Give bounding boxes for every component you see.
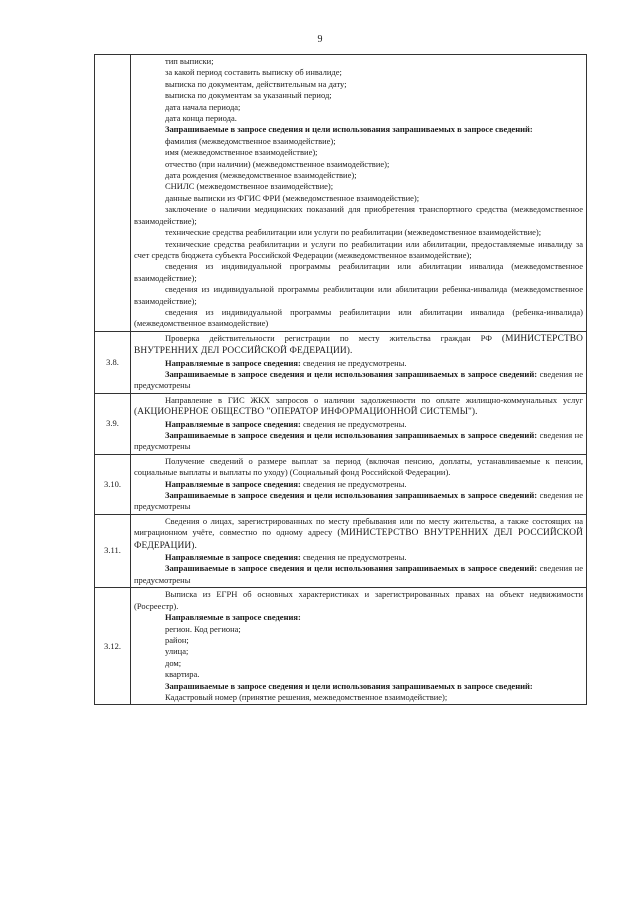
row-number-cell bbox=[95, 55, 131, 332]
table-row bbox=[95, 331, 587, 393]
requested-value: сведения не предусмотрены bbox=[134, 563, 584, 585]
service-title bbox=[134, 456, 583, 479]
requested-label: Запрашиваемые в запросе сведения и цели использования запрашиваемых в запросе сведений: bbox=[165, 490, 538, 501]
row-content-cell bbox=[131, 454, 587, 514]
requested-item: заключение о наличии медицинских показаний для приобретения транспортного средства (межведомственное взаимодействие); bbox=[134, 204, 583, 226]
sent-value: сведения не предусмотрены. bbox=[302, 357, 407, 368]
sent-item: регион. Код региона; bbox=[165, 623, 241, 634]
requested-item: дата рождения (межведомственное взаимодействие); bbox=[165, 170, 357, 181]
service-title-text: Получение сведений о размере выплат за период (включая пенсию, доплаты, устанавливаемые к пенсии, социальные выплаты и выплаты по уходу) (Социальный фонд Российской Федерации). bbox=[134, 455, 583, 478]
requested-value: сведения не предусмотрены bbox=[134, 368, 584, 391]
sent-item: район; bbox=[165, 634, 189, 645]
requested-item: СНИЛС (межведомственное взаимодействие); bbox=[165, 181, 334, 192]
requested-item: фамилия (межведомственное взаимодействие); bbox=[165, 135, 336, 146]
table-row bbox=[95, 393, 587, 454]
requested-item: технические средства реабилитации и услуги по реабилитации или абилитации, предоставляемые инвалиду за счет средств бюджета субъекта Российской Федерации (межведомственное взаимодействие); bbox=[134, 238, 583, 260]
service-title: Выписка из ЕГРН об основных характеристиках и зарегистрированных правах на объект недвижимости (Росреестр). bbox=[134, 589, 583, 611]
sent-item: улица; bbox=[165, 646, 189, 657]
requested-info bbox=[134, 490, 583, 513]
service-title bbox=[134, 395, 583, 419]
sent-item: квартира. bbox=[165, 669, 200, 680]
row-content-cell bbox=[131, 588, 587, 705]
row-content-cell bbox=[131, 331, 587, 393]
requested-label: Запрашиваемые в запросе сведения и цели использования запрашиваемых в запросе сведений: bbox=[165, 124, 533, 135]
service-title bbox=[134, 516, 583, 552]
sent-label: Направляемые в запросе сведения: bbox=[165, 552, 301, 563]
requested-info bbox=[134, 369, 583, 392]
row-number: 3.11. bbox=[95, 514, 131, 587]
sent-info bbox=[134, 358, 583, 369]
requested-label: Запрашиваемые в запросе сведения и цели использования запрашиваемых в запросе сведений: bbox=[165, 368, 538, 379]
requested-value: сведения не предусмотрены bbox=[134, 430, 584, 452]
service-title-text: Сведения о лицах, зарегистрированных по месту пребывания или по месту жительства, а также состоящих на миграционном учёте, совместно по одному адресу bbox=[134, 515, 583, 538]
requested-item: сведения из индивидуальной программы реабилитации или абилитации ребенка-инвалида (межведомственное взаимодействие); bbox=[134, 284, 583, 306]
requested-item: Кадастровый номер (принятие решения, межведомственное взаимодействие); bbox=[165, 691, 448, 702]
sent-value: сведения не предусмотрены. bbox=[302, 478, 407, 489]
table-row bbox=[95, 454, 587, 514]
row-content-cell bbox=[131, 514, 587, 587]
requested-item: сведения из индивидуальной программы реабилитации или абилитации инвалида (ребенка-инвалида) (межведомственное взаимодействие) bbox=[134, 306, 583, 329]
text-line: выписка по документам, действительным на дату; bbox=[165, 78, 347, 89]
sent-item: дом; bbox=[165, 657, 182, 668]
requested-item: сведения из индивидуальной программы реабилитации или абилитации инвалида (межведомственное взаимодействие); bbox=[134, 261, 583, 283]
requested-item: отчество (при наличии) (межведомственное взаимодействие); bbox=[165, 158, 390, 169]
text-line: за какой период составить выписку об инвалиде; bbox=[165, 67, 342, 78]
sent-value: сведения не предусмотрены. bbox=[302, 418, 407, 429]
requested-label: Запрашиваемые в запросе сведения и цели использования запрашиваемых в запросе сведений: bbox=[165, 680, 533, 691]
text-line: выписка по документам за указанный период; bbox=[165, 90, 332, 101]
page-number: 9 bbox=[317, 34, 323, 45]
service-title-text: Проверка действительности регистрации по месту жительства граждан РФ bbox=[165, 332, 492, 343]
services-table bbox=[94, 54, 587, 705]
row-content-cell bbox=[131, 393, 587, 454]
sent-info bbox=[134, 552, 583, 563]
text-line: дата конца периода. bbox=[165, 113, 237, 124]
service-title-text: Направление в ГИС ЖКХ запросов о наличии задолженности по оплате жилищно-коммунальных услуг bbox=[165, 394, 583, 405]
table-row bbox=[95, 588, 587, 705]
sent-value: сведения не предусмотрены. bbox=[302, 552, 407, 563]
table-row bbox=[95, 55, 587, 332]
sent-label: Направляемые в запросе сведения: bbox=[165, 418, 301, 429]
service-title bbox=[134, 333, 583, 358]
service-provider: (МИНИСТЕРСТВО ВНУТРЕННИХ ДЕЛ РОССИЙСКОЙ ФЕДЕРАЦИИ). bbox=[134, 333, 584, 357]
row-number: 3.12. bbox=[95, 588, 131, 705]
text-line: тип выписки; bbox=[165, 56, 214, 66]
requested-label: Запрашиваемые в запросе сведения и цели использования запрашиваемых в запросе сведений: bbox=[165, 563, 538, 574]
sent-info bbox=[134, 479, 583, 490]
requested-item: технические средства реабилитации или услуги по реабилитации (межведомственное взаимодействие); bbox=[165, 227, 542, 238]
text-line: дата начала периода; bbox=[165, 101, 241, 112]
row-number: 3.10. bbox=[95, 454, 131, 514]
requested-item: данные выписки из ФГИС ФРИ (межведомственное взаимодействие); bbox=[165, 192, 420, 203]
sent-label: Направляемые в запросе сведения: bbox=[165, 478, 301, 489]
row-number: 3.9. bbox=[95, 393, 131, 454]
table-row bbox=[95, 514, 587, 587]
row-number: 3.8. bbox=[95, 331, 131, 393]
requested-info bbox=[134, 430, 583, 453]
requested-info bbox=[134, 563, 583, 586]
service-provider: (АКЦИОНЕРНОЕ ОБЩЕСТВО "ОПЕРАТОР ИНФОРМАЦИОННОЙ СИСТЕМЫ"). bbox=[134, 407, 478, 418]
sent-info bbox=[134, 419, 583, 430]
sent-label: Направляемые в запросе сведения: bbox=[165, 612, 301, 623]
service-provider: (МИНИСТЕРСТВО ВНУТРЕННИХ ДЕЛ РОССИЙСКОЙ ФЕДЕРАЦИИ). bbox=[134, 528, 584, 551]
requested-item: имя (межведомственное взаимодействие); bbox=[165, 147, 318, 158]
requested-value: сведения не предусмотрены bbox=[134, 490, 584, 512]
requested-label: Запрашиваемые в запросе сведения и цели использования запрашиваемых в запросе сведений: bbox=[165, 430, 538, 440]
sent-label: Направляемые в запросе сведения: bbox=[165, 357, 301, 368]
row-content-cell bbox=[131, 55, 587, 332]
